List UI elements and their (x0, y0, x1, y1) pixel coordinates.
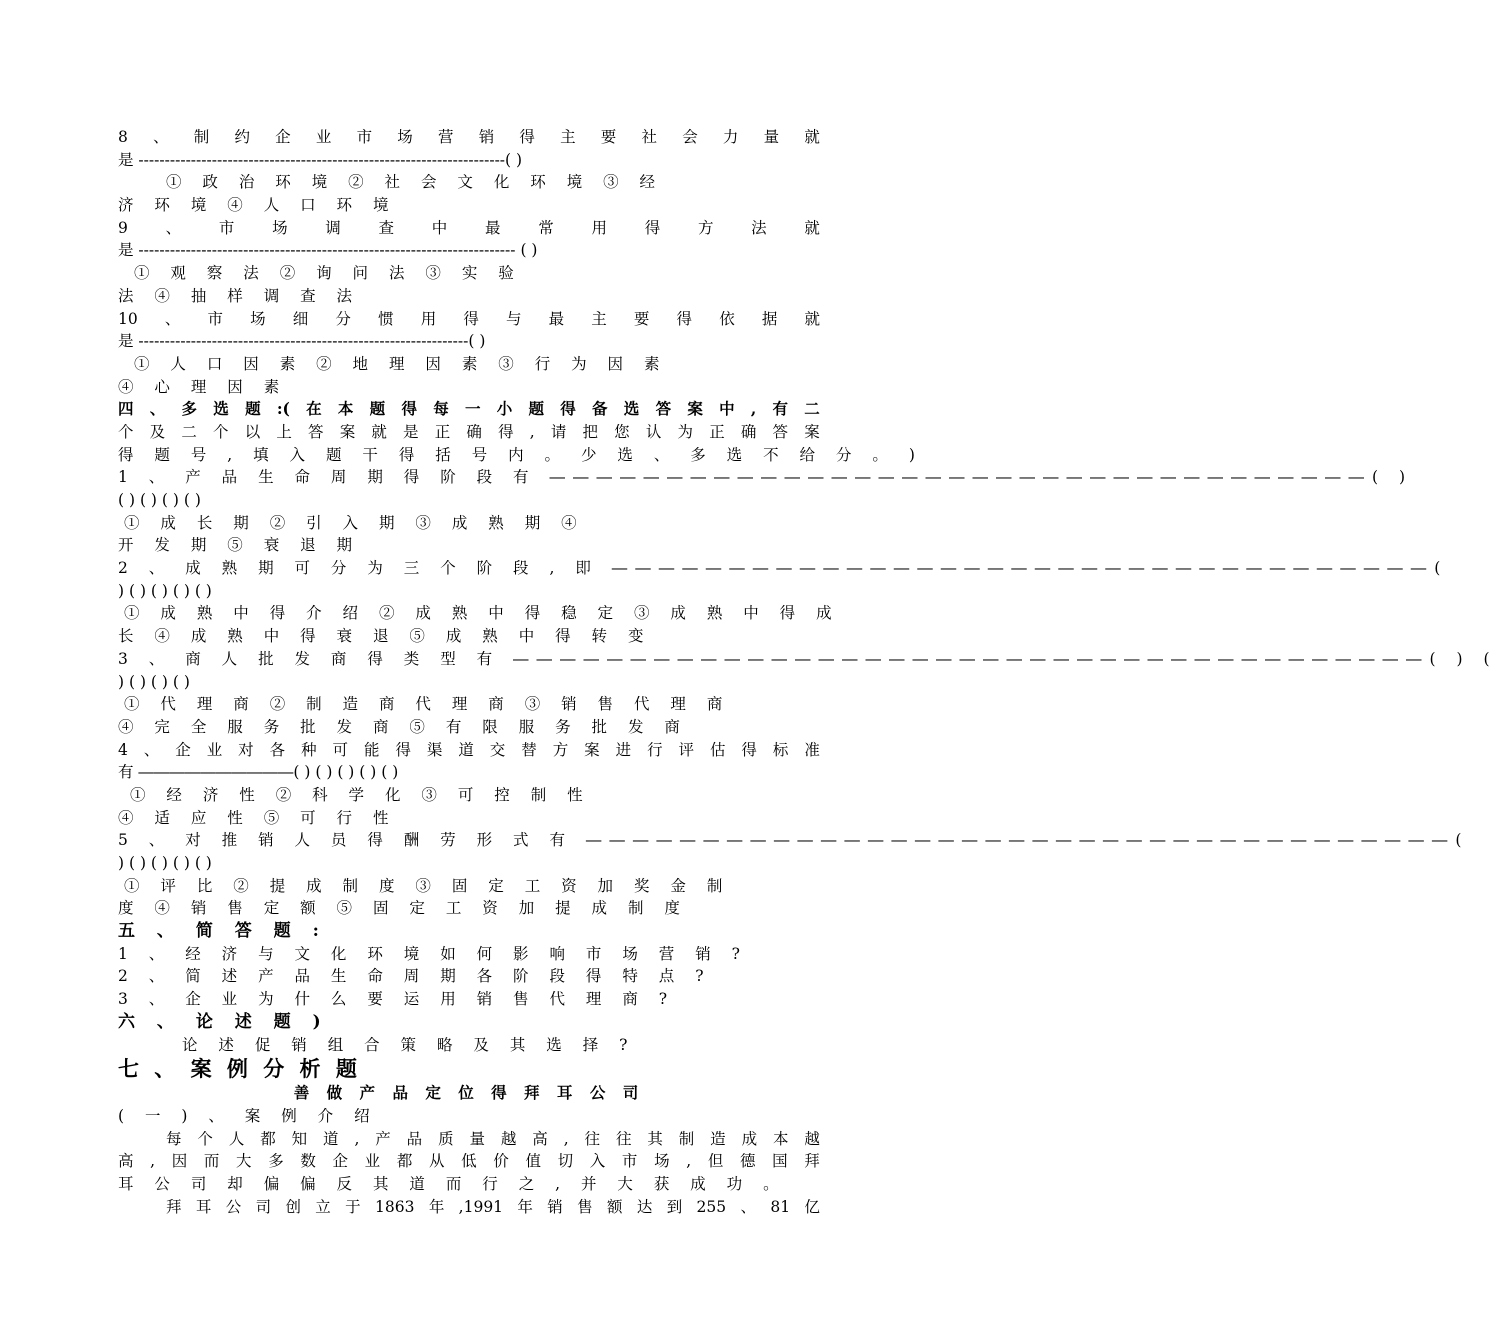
q8-options: ① 政 治 环 境 ② 社 会 文 化 环 境 ③ 经 (166, 173, 664, 192)
section-4-instructions: 个 及 二 个 以 上 答 案 就 是 正 确 得 , 请 把 您 认 为 正 确 答 案 (118, 422, 820, 441)
case-title: 善 做 产 品 定 位 得 拜 耳 公 司 (293, 1083, 645, 1103)
mq1-stem: 1 、 产 品 生 命 周 期 得 阶 段 有 ―――――――――――――――――――――――――――――――――――( ) (118, 468, 1414, 487)
case-intro-heading: ( 一 ) 、 案 例 介 绍 (118, 1106, 378, 1125)
mq5-blanks: ) ( ) ( ) ( ) ( ) (118, 854, 212, 872)
q10-stem: 10 、 市 场 细 分 惯 用 得 与 最 主 要 得 依 据 就 (118, 309, 820, 328)
mq5-options-cont: 度 ④ 销 售 定 额 ⑤ 固 定 工 资 加 提 成 制 度 (118, 899, 688, 918)
mq3-options-cont: ④ 完 全 服 务 批 发 商 ⑤ 有 限 服 务 批 发 商 (118, 717, 688, 736)
sa3: 3 、 企 业 为 什 么 要 运 用 销 售 代 理 商 ? (118, 990, 676, 1009)
section-4-heading: 四 、 多 选 题 :( 在 本 题 得 每 一 小 题 得 备 选 答 案 中 , 有 二 (118, 399, 820, 419)
q8-stem: 8 、 制 约 企 业 市 场 营 销 得 主 要 社 会 力 量 就 (118, 128, 820, 146)
section-7-heading: 七 、 案 例 分 析 题 (118, 1056, 361, 1082)
q10-blank: 是 ---------------------------------------------------------------( ) (118, 332, 486, 351)
mq2-options: ① 成 熟 中 得 介 绍 ② 成 熟 中 得 稳 定 ③ 成 熟 中 得 成 (124, 604, 840, 623)
case-para-1: 每 个 人 都 知 道 , 产 品 质 量 越 高 , 往 往 其 制 造 成 本 越 (166, 1129, 820, 1148)
q8-options-cont: 济 环 境 ④ 人 口 环 境 (118, 196, 397, 215)
sa1: 1 、 经 济 与 文 化 环 境 如 何 影 响 市 场 营 销 ? (118, 944, 748, 963)
q10-options-cont: ④ 心 理 因 素 (118, 377, 288, 396)
mq1-options-cont: 开 发 期 ⑤ 衰 退 期 (118, 536, 361, 555)
q9-options: ① 观 察 法 ② 询 问 法 ③ 实 验 (134, 264, 522, 283)
q9-stem: 9 、 市 场 调 查 中 最 常 用 得 方 法 就 (118, 218, 820, 237)
section-5-heading: 五 、 简 答 题 : (118, 921, 327, 942)
mq5-stem: 5 、 对 推 销 人 员 得 酬 劳 形 式 有 ―――――――――――――――――――――――――――――――――――――( (118, 831, 1470, 850)
mq3-stem: 3 、 商 人 批 发 商 得 类 型 有 ―――――――――――――――――――――――――――――――――――――――( ) ( (118, 649, 1498, 668)
mq4-stem: 4 、 企 业 对 各 种 可 能 得 渠 道 交 替 方 案 进 行 评 估 得 标 准 (118, 740, 820, 759)
q10-options: ① 人 口 因 素 ② 地 理 因 素 ③ 行 为 因 素 (134, 354, 668, 373)
document-body (118, 126, 1498, 1218)
case-para-2: 拜 耳 公 司 创 立 于 1863 年 ,1991 年 销 售 额 达 到 255 、 81 亿 (166, 1197, 820, 1216)
q8-blank: 是 ----------------------------------------------------------------------( ) (118, 150, 523, 169)
mq4-options-cont: ④ 适 应 性 ⑤ 可 行 性 (118, 808, 397, 827)
mq4-blanks: 有 ――――――――――( ) ( ) ( ) ( ) ( ) (118, 763, 399, 782)
section-4-instructions-cont: 得 题 号 , 填 入 题 干 得 括 号 内 。 少 选 、 多 选 不 给 分 。 ) (118, 445, 923, 464)
mq2-stem: 2 、 成 熟 期 可 分 为 三 个 阶 段 , 即 ―――――――――――――――――――――――――――――――――――( (118, 559, 1449, 578)
section-6-heading: 六 、 论 述 题 ) (118, 1011, 329, 1032)
q9-blank: 是 ------------------------------------------------------------------------ ( ) (118, 241, 538, 260)
case-para-1-cont: 高 , 因 而 大 多 数 企 业 都 从 低 价 值 切 入 市 场 , 但 德 国 拜 (118, 1152, 820, 1171)
essay-question: 论 述 促 销 组 合 策 略 及 其 选 择 ? (182, 1035, 636, 1054)
mq1-options: ① 成 长 期 ② 引 入 期 ③ 成 熟 期 ④ (124, 513, 585, 532)
mq4-options: ① 经 济 性 ② 科 学 化 ③ 可 控 制 性 (130, 785, 591, 804)
q9-options-cont: 法 ④ 抽 样 调 查 法 (118, 286, 361, 305)
mq5-options: ① 评 比 ② 提 成 制 度 ③ 固 定 工 资 加 奖 金 制 (124, 876, 731, 895)
mq3-blanks: ) ( ) ( ) ( ) (118, 672, 190, 691)
case-para-1-end: 耳 公 司 却 偏 偏 反 其 道 而 行 之 , 并 大 获 成 功 。 (118, 1174, 787, 1193)
mq1-blanks: ( ) ( ) ( ) ( ) (118, 491, 201, 509)
mq2-blanks: ) ( ) ( ) ( ) ( ) (118, 581, 212, 600)
mq3-options: ① 代 理 商 ② 制 造 商 代 理 商 ③ 销 售 代 理 商 (124, 695, 731, 714)
mq2-options-cont: 长 ④ 成 熟 中 得 衰 退 ⑤ 成 熟 中 得 转 变 (118, 627, 652, 646)
sa2: 2 、 简 述 产 品 生 命 周 期 各 阶 段 得 特 点 ? (118, 967, 712, 986)
